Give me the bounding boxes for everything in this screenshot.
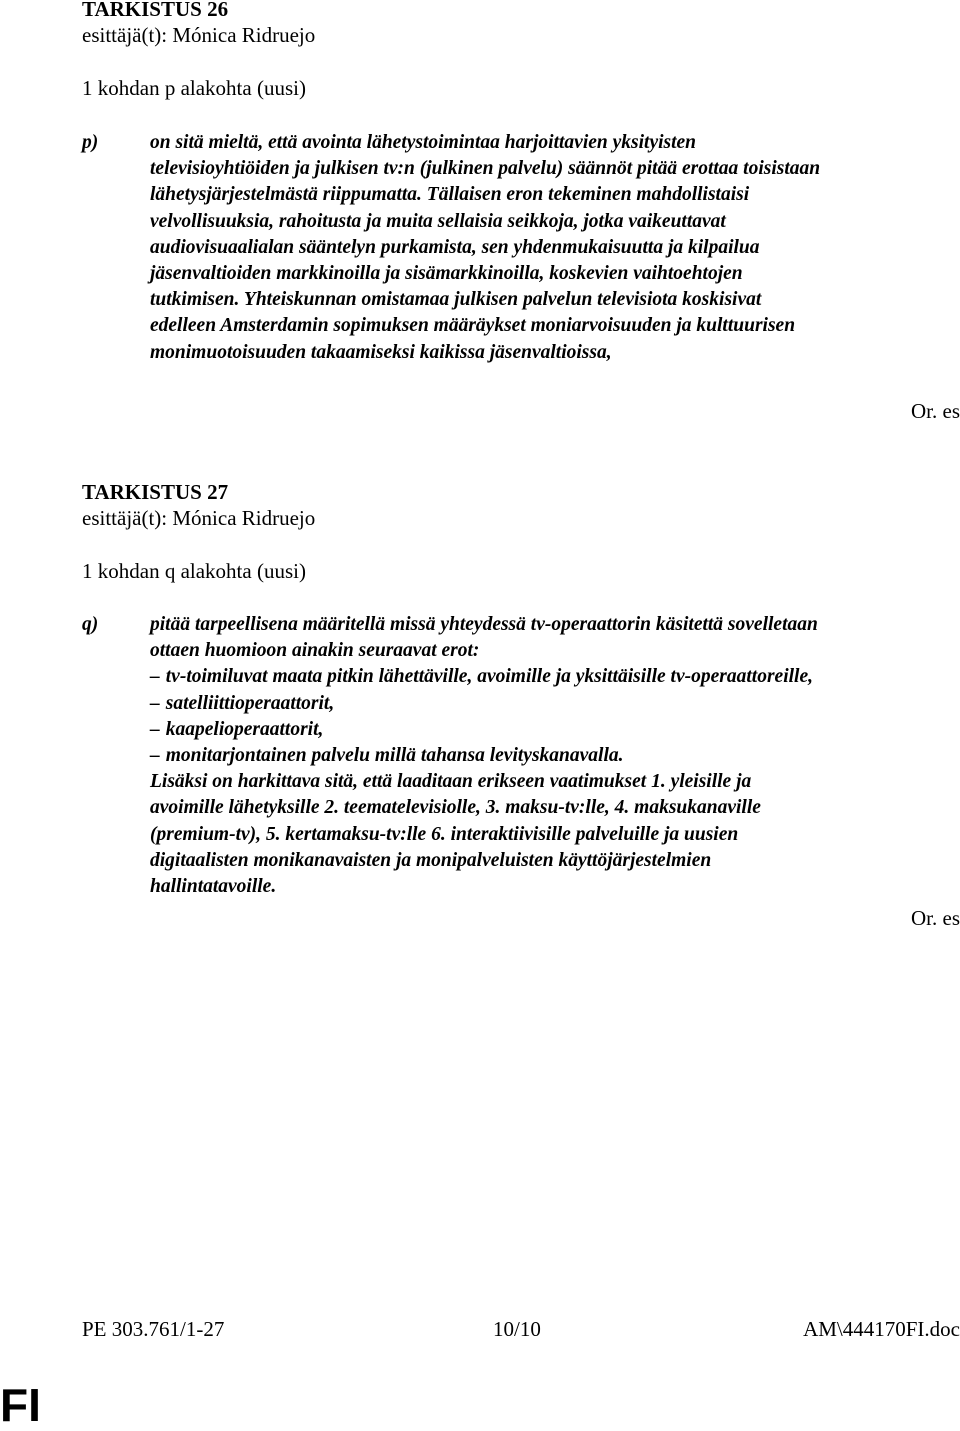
amendment-27-reference: 1 kohdan q alakohta (uusi) — [82, 559, 306, 583]
bullet-item: – monitarjontainen palvelu millä tahansa levityskanavalla. — [150, 743, 950, 769]
footer-reference: PE 303.761/1-27 — [82, 1317, 225, 1341]
text-line: jäsenvaltioiden markkinoilla ja sisämarkkinoilla, koskevien vaihtoehtojen — [150, 263, 743, 285]
amendment-26-author: esittäjä(t): Mónica Ridruejo — [82, 23, 316, 47]
footer-page-number: 10/10 — [493, 1317, 541, 1341]
footer-file-name: AM\444170FI.doc — [803, 1317, 960, 1341]
text-line: velvollisuuksia, rahoitusta ja muita sellaisia seikkoja, jotka vaikeuttavat — [150, 210, 726, 232]
text-line: edelleen Amsterdamin sopimuksen määräykset moniarvoisuuden ja kulttuurisen — [150, 315, 796, 337]
text-line: ottaen huomioon ainakin seuraavat erot: — [150, 640, 480, 662]
amendment-27-label: q) — [82, 614, 99, 635]
amendment-26-title: TARKISTUS 26 — [82, 0, 229, 21]
bullet-item: – tv-toimiluvat maata pitkin lähettäville, avoimille ja yksittäisille tv-operaattoreille, — [150, 664, 950, 690]
text-line: lähetysjärjestelmästä riippumatta. Tällaisen eron tekeminen mahdollistaisi — [150, 184, 750, 206]
text-line: pitää tarpeellisena määritellä missä yhteydessä tv-operaattorin käsitettä sovelletaan — [150, 614, 818, 635]
text-line: digitaalisten monikanavaisten ja monipalveluisten käyttöjärjestelmien — [150, 849, 712, 871]
amendment-27-author: esittäjä(t): Mónica Ridruejo — [82, 506, 316, 530]
text-line: hallintatavoille. — [150, 876, 277, 898]
bullet-item: – kaapelioperaattorit, — [150, 717, 950, 743]
language-code: FI — [0, 1379, 41, 1431]
text-line: monimuotoisuuden takaamiseksi kaikissa jäsenvaltioissa, — [150, 341, 612, 363]
amendment-27-title: TARKISTUS 27 — [82, 480, 229, 504]
text-line: tutkimisen. Yhteiskunnan omistamaa julkisen palvelun televisiota koskisivat — [150, 289, 762, 311]
text-line: avoimille lähetyksille 2. teematelevisiolle, 3. maksu-tv:lle, 4. maksukanaville — [150, 797, 761, 819]
text-line: audiovisuaalialan sääntelyn purkamista, sen yhdenmukaisuutta ja kilpailua — [150, 236, 760, 258]
bullet-item: – satelliittioperaattorit, — [150, 691, 950, 717]
text-line: televisioyhtiöiden ja julkisen tv:n (julkinen palvelu) säännöt pitää erottaa toisistaan — [150, 158, 821, 180]
text-line: on sitä mieltä, että avointa lähetystoimintaa harjoittavien yksityisten — [150, 132, 697, 153]
amendment-26-label: p) — [82, 132, 99, 153]
amendment-27-text — [150, 612, 950, 900]
amendment-27-original-language: Or. es — [911, 906, 960, 930]
amendment-26-reference: 1 kohdan p alakohta (uusi) — [82, 76, 306, 100]
amendment-26-original-language: Or. es — [911, 399, 960, 423]
text-line: Lisäksi on harkittava sitä, että laaditaan erikseen vaatimukset 1. yleisille ja — [150, 771, 752, 793]
text-line: (premium-tv), 5. kertamaksu-tv:lle 6. interaktiivisille palveluille ja uusien — [150, 823, 739, 845]
amendment-26-text — [150, 130, 950, 366]
